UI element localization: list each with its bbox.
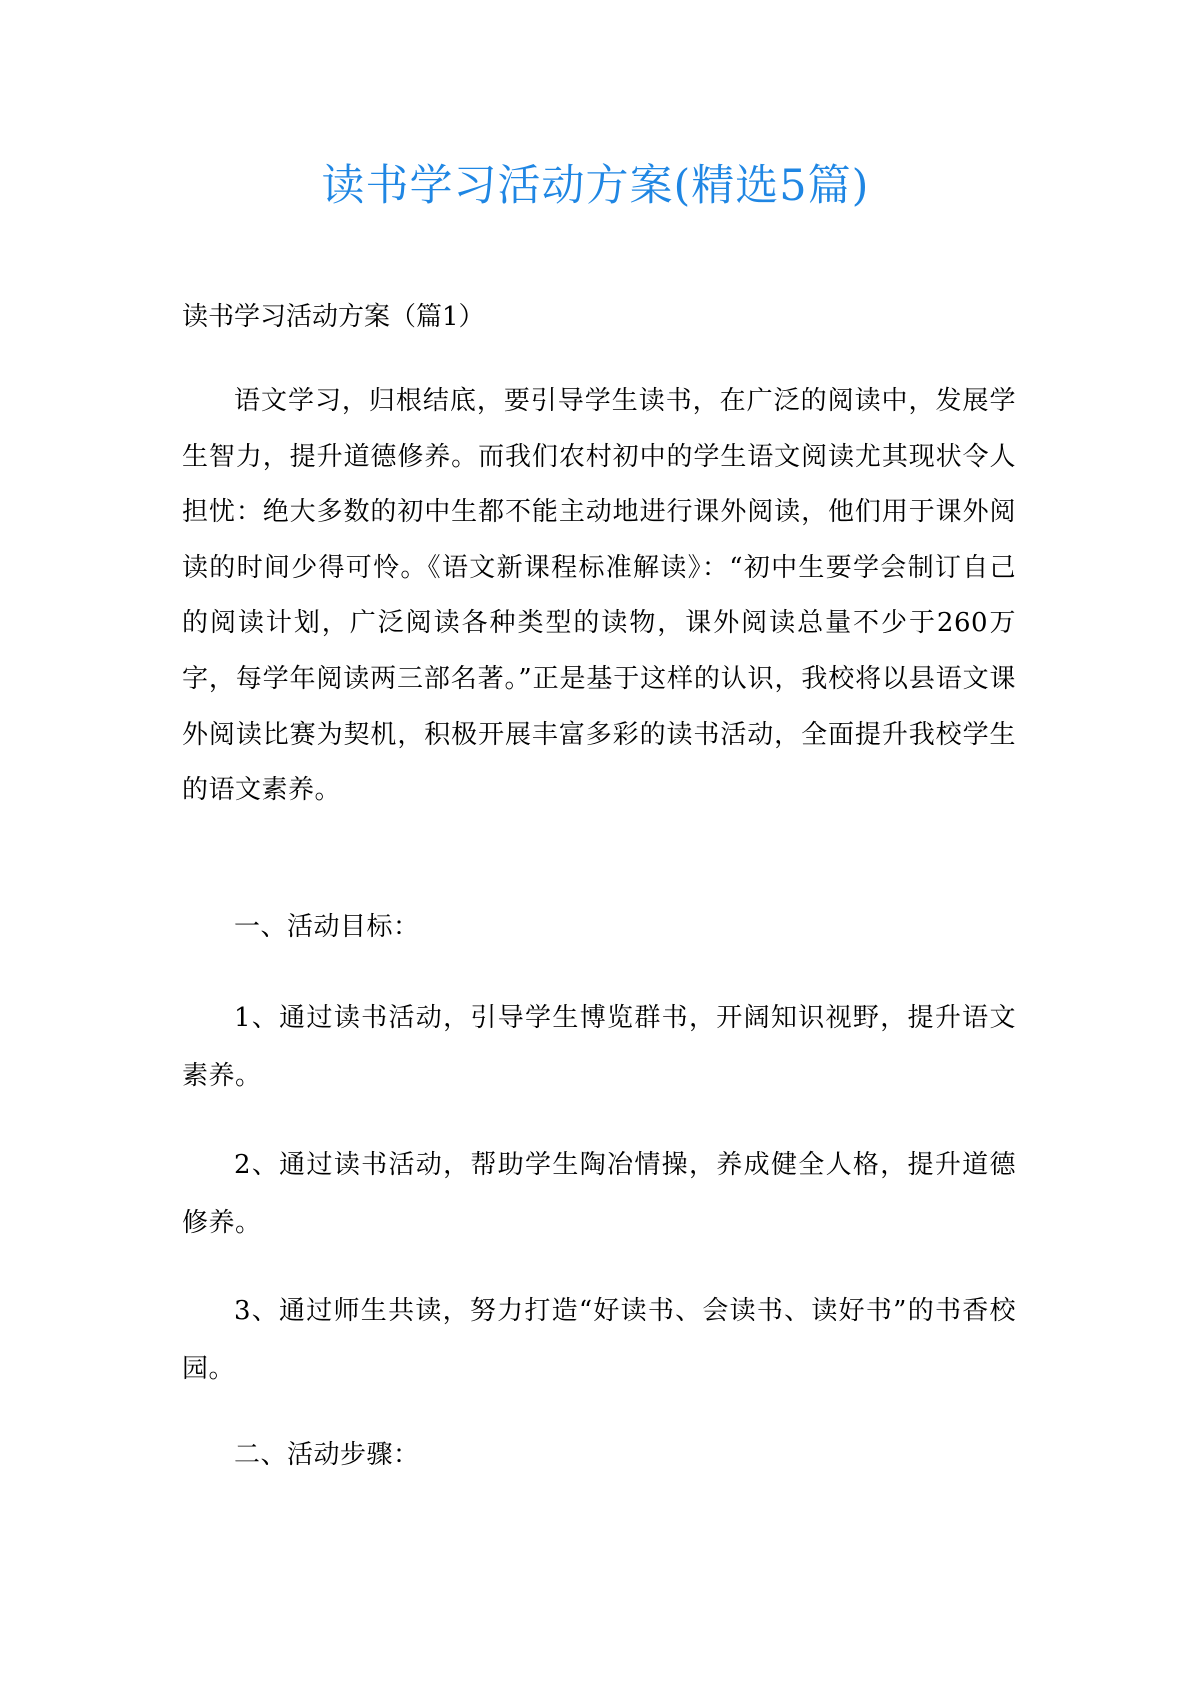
section-heading: 读书学习活动方案（篇1） bbox=[182, 302, 485, 332]
goal-item-1: 1、通过读书活动，引导学生博览群书，开阔知识视野，提升语文素养。 bbox=[182, 1003, 1016, 1091]
goal-item-3: 3、通过师生共读，努力打造“好读书、会读书、读好书”的书香校园。 bbox=[182, 1296, 1016, 1384]
intro-paragraph: 语文学习，归根结底，要引导学生读书，在广泛的阅读中，发展学生智力，提升道德修养。而我们农村初中的学生语文阅读尤其现状令人担忧：绝大多数的初中生都不能主动地进行课外阅读，他们用于课外阅读的时间少得可怜。《语文新课程标准解读》：“初中生要学会制订自己的阅读计划，广泛阅读各种类型的读物，课外阅读总量不少于260万字，每学年阅读两三部名著。”正是基于这样的认识，我校将以县语文课外阅读比赛为契机，积极开展丰富多彩的读书活动，全面提升我校学生的语文素养。 bbox=[182, 386, 1016, 806]
steps-heading: 二、活动步骤： bbox=[234, 1440, 420, 1470]
goals-heading: 一、活动目标： bbox=[234, 912, 420, 942]
document-title: 读书学习活动方案(精选5篇) bbox=[321, 161, 870, 211]
goal-item-2: 2、通过读书活动，帮助学生陶冶情操，养成健全人格，提升道德修养。 bbox=[182, 1150, 1016, 1238]
